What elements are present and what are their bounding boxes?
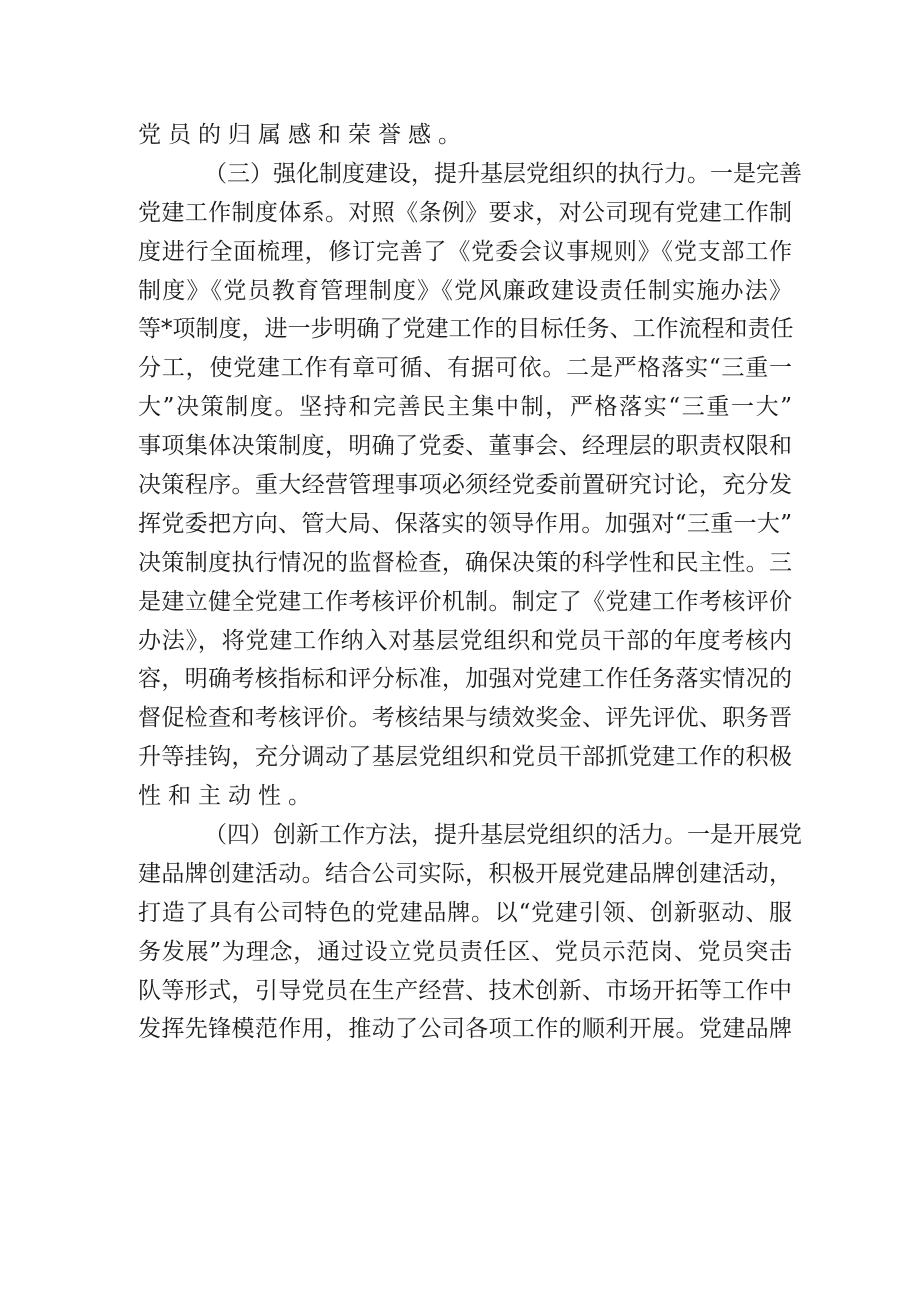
- text-line: 决策制度执行情况的监督检查，确保决策的科学性和民主性。三: [138, 549, 792, 576]
- text-line: 等*项制度，进一步明确了党建工作的目标任务、工作流程和责任: [138, 316, 794, 343]
- text-line: 督促检查和考核评价。考核结果与绩效奖金、评先评优、职务晋: [138, 705, 792, 732]
- text-line: 性和主动性。: [138, 783, 318, 810]
- text-line: 发挥先锋模范作用，推动了公司各项工作的顺利开展。党建品牌: [138, 1016, 792, 1043]
- text-line: 党建工作制度体系。对照《条例》要求，对公司现有党建工作制: [138, 199, 792, 226]
- text-line: 度进行全面梳理，修订完善了《党委会议事规则》《党支部工作: [138, 238, 792, 265]
- text-line: 决策程序。重大经营管理事项必须经党委前置研究讨论，充分发: [138, 472, 792, 499]
- text-line: 建品牌创建活动。结合公司实际，积极开展党建品牌创建活动，: [138, 860, 792, 887]
- text-line: 是建立健全党建工作考核评价机制。制定了《党建工作考核评价: [138, 588, 792, 615]
- body-text: [138, 116, 802, 1049]
- text-line: 队等形式，引导党员在生产经营、技术创新、市场开拓等工作中: [138, 977, 792, 1004]
- section-heading-line: （三）强化制度建设，提升基层党组织的执行力。一是完善: [204, 160, 802, 187]
- text-line: 升等挂钩，充分调动了基层党组织和党员干部抓党建工作的积极: [138, 744, 792, 771]
- text-line: 办法》，将党建工作纳入对基层党组织和党员干部的年度考核内: [138, 627, 792, 654]
- text-line: 打造了具有公司特色的党建品牌。以“党建引领、创新驱动、服: [138, 899, 792, 926]
- text-line: 事项集体决策制度，明确了党委、董事会、经理层的职责权限和: [138, 433, 792, 460]
- text-line: 务发展”为理念，通过设立党员责任区、党员示范岗、党员突击: [138, 938, 792, 965]
- text-line: 容，明确考核指标和评分标准，加强对党建工作任务落实情况的: [138, 666, 792, 693]
- text-line: 制度》《党员教育管理制度》《党风廉政建设责任制实施办法》: [138, 277, 792, 304]
- text-line: 挥党委把方向、管大局、保落实的领导作用。加强对“三重一大”: [138, 510, 792, 537]
- section-heading-line: （四）创新工作方法，提升基层党组织的活力。一是开展党: [204, 822, 802, 849]
- text-line: 大”决策制度。坚持和完善民主集中制，严格落实“三重一大”: [138, 394, 792, 421]
- text-line: 党员的归属感和荣誉感。: [138, 122, 468, 148]
- text-line: 分工，使党建工作有章可循、有据可依。二是严格落实“三重一: [138, 355, 792, 382]
